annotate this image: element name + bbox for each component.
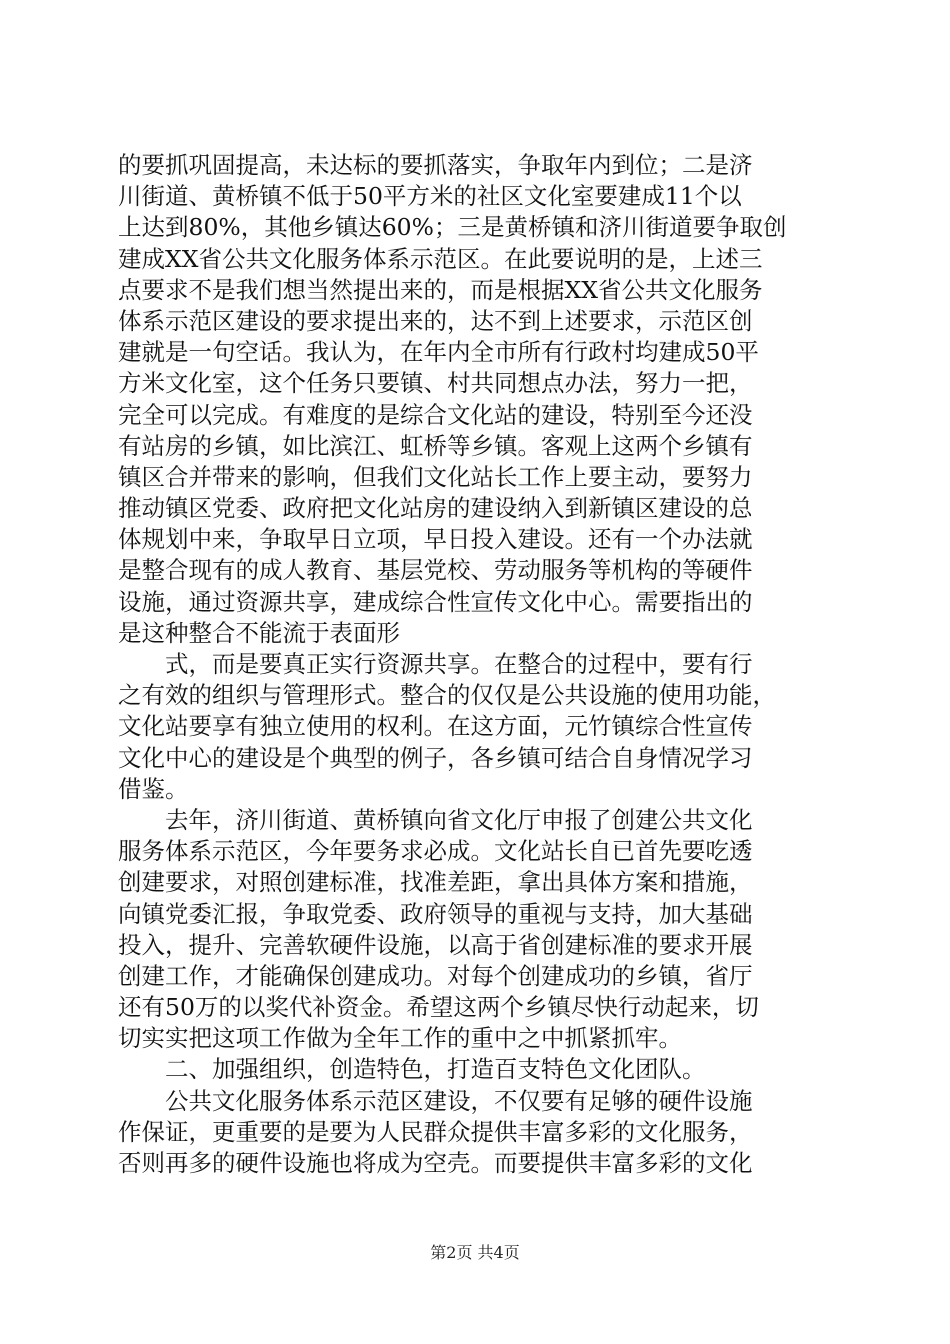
text-line: 是整合现有的成人教育、基层党校、劳动服务等机构的等硬件 [118,556,753,585]
text-line: 服务体系示范区，今年要务求必成。文化站长自已首先要吃透 [118,837,753,866]
text-line: 否则再多的硬件设施也将成为空壳。而要提供丰富多彩的文化 [118,1149,753,1177]
text-line: 建成XX省公共文化服务体系示范区。在此要说明的是，上述三 [118,244,763,273]
text-line: 切实实把这项工作做为全年工作的重中之中抓紧抓牢。 [118,1024,682,1053]
document-body [118,150,832,1179]
text-line: 的要抓巩固提高，未达标的要抓落实，争取年内到位；二是济 [118,151,753,179]
text-line: 创建工作，才能确保创建成功。对每个创建成功的乡镇，省厅 [118,961,753,990]
text-line: 完全可以完成。有难度的是综合文化站的建设，特别至今还没 [118,400,753,429]
text-line: 文化中心的建设是个典型的例子，各乡镇可结合自身情况学习 [118,743,753,772]
text-line: 川街道、黄桥镇不低于50平方米的社区文化室要建成11个以 [118,182,742,211]
section-heading: 二、加强组织，创造特色，打造百支特色文化团队。 [165,1055,706,1084]
text-line: 镇区合并带来的影响，但我们文化站长工作上要主动，要努力 [118,462,753,491]
text-line: 还有50万的以奖代补资金。希望这两个乡镇尽快行动起来，切 [118,993,759,1022]
text-line: 体规划中来，争取早日立项，早日投入建设。还有一个办法就 [118,525,753,554]
text-line: 体系示范区建设的要求提出来的，达不到上述要求，示范区创 [118,306,753,335]
text-line: 设施，通过资源共享，建成综合性宣传文化中心。需要指出的 [118,587,753,616]
text-line: 有站房的乡镇，如比滨江、虹桥等乡镇。客观上这两个乡镇有 [118,431,753,460]
text-line: 向镇党委汇报，争取党委、政府领导的重视与支持，加大基础 [118,899,753,928]
text-line: 公共文化服务体系示范区建设，不仅要有足够的硬件设施 [165,1086,753,1115]
text-line: 之有效的组织与管理形式。整合的仅仅是公共设施的使用功能， [118,681,776,710]
text-line: 借鉴。 [118,774,189,803]
text-line: 建就是一句空话。我认为，在年内全市所有行政村均建成50平 [118,338,759,367]
text-line: 推动镇区党委、政府把文化站房的建设纳入到新镇区建设的总 [118,494,753,523]
text-line: 是这种整合不能流于表面形 [118,618,400,647]
text-line: 创建要求，对照创建标准，找准差距，拿出具体方案和措施， [118,868,753,897]
text-line: 方米文化室，这个任务只要镇、村共同想点办法，努力一把， [118,369,753,398]
text-line: 式，而是要真正实行资源共享。在整合的过程中，要有行 [165,650,753,678]
text-line: 文化站要享有独立使用的权利。在这方面，元竹镇综合性宣传 [118,712,753,741]
text-line: 作保证，更重要的是要为人民群众提供丰富多彩的文化服务， [118,1117,753,1146]
text-line: 去年，济川街道、黄桥镇向省文化厅申报了创建公共文化 [165,805,753,834]
text-line: 上达到80%，其他乡镇达60%；三是黄桥镇和济川街道要争取创 [118,213,787,242]
text-line: 点要求不是我们想当然提出来的，而是根据XX省公共文化服务 [118,275,763,304]
text-line: 投入，提升、完善软硬件设施，以高于省创建标准的要求开展 [118,930,753,959]
page-number-footer: 第2页 共4页 [430,1243,520,1262]
